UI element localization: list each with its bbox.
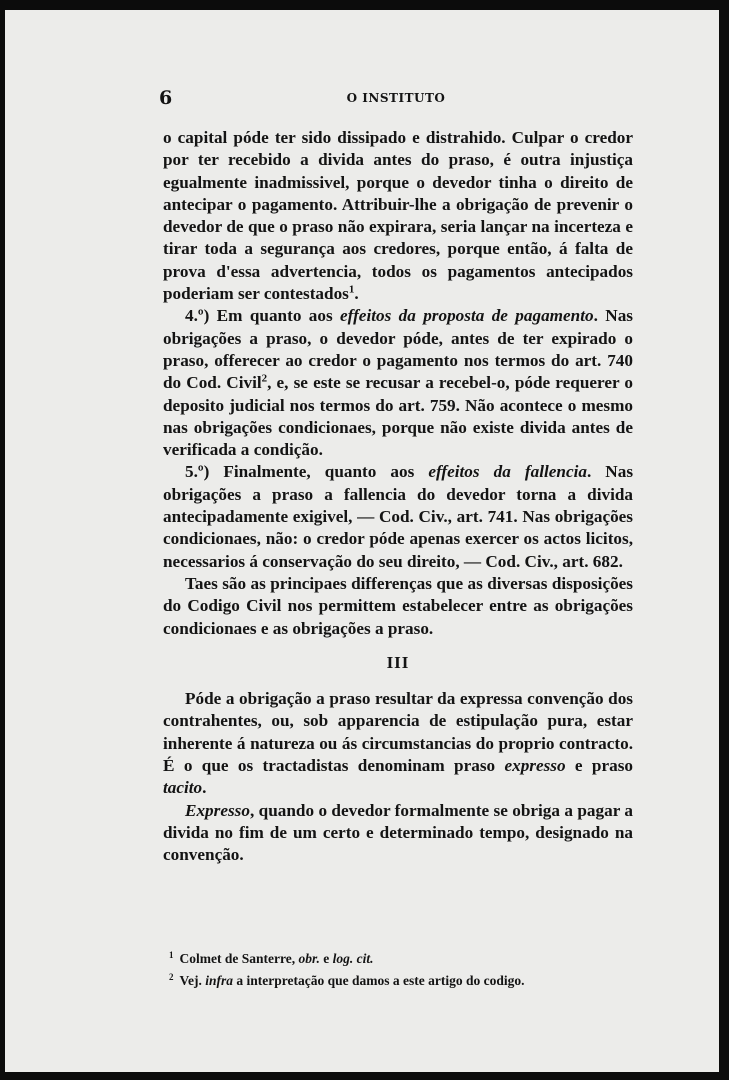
paragraph-p3	[163, 461, 633, 572]
footnote-marker: 1	[169, 949, 174, 960]
footnotes	[165, 948, 635, 992]
text-run: Póde a obrigação a praso resultar da expressa convenção dos contrahentes, ou, sob apparencia de estipulação pura, estar inherente á natureza ou ás circumstancias do proprio contracto. É o que os tractadistas denominam praso	[163, 689, 633, 776]
italic-text: effeitos da fallencia	[428, 462, 587, 482]
text-run: 4.º) Em quanto aos	[185, 306, 341, 326]
footnote-ref: 2	[261, 372, 268, 385]
text-run: , quando o devedor formalmente se obriga a pagar a divida no fim de um certo e determinado tempo, designado na convenção.	[163, 800, 633, 865]
paragraph-p5	[163, 688, 633, 799]
page-number: 6	[159, 87, 173, 109]
italic-text: effeitos da proposta de pagamento	[340, 306, 594, 326]
text-run: o capital póde ter sido dissipado e distrahido. Culpar o credor por ter recebido a divida antes do praso, é outra injustiça egualmente inadmissivel, porque o devedor tinha o direito de antecipar o pagamento. Attribuir-lhe a obrigação de prevenir o devedor de que o praso não expirara, seria lançar na incerteza e tirar toda a segurança aos credores, porque então, á falta de prova d'essa advertencia, todos os pagamentos antecipados poderiam ser contestados	[163, 128, 633, 304]
footnote	[165, 970, 635, 992]
text-run: .	[202, 778, 207, 798]
page-header	[159, 87, 633, 111]
paragraph-p6	[163, 800, 633, 867]
text-run: Taes são as principaes differenças que as diversas disposições do Codigo Civil nos permittem estabelecer entre as obrigações condicionaes e as obrigações a praso.	[163, 573, 633, 638]
italic-text: expresso	[504, 756, 566, 776]
text-run: a interpretação que damos a este artigo do codigo.	[233, 973, 525, 988]
italic-text: infra	[205, 973, 234, 988]
italic-text: tacito	[163, 778, 203, 798]
italic-text: Expresso	[185, 800, 250, 820]
book-page	[5, 10, 719, 1072]
paragraph-p1	[163, 127, 633, 305]
text-run: e praso	[565, 756, 633, 776]
text-run: Vej.	[179, 973, 206, 988]
running-title: O INSTITUTO	[346, 91, 446, 105]
text-run: e	[319, 951, 333, 966]
text-run: .	[354, 284, 359, 304]
paragraphs-before	[163, 127, 633, 640]
section-heading: III	[386, 652, 410, 672]
italic-text: obr.	[298, 951, 320, 966]
paragraphs-after	[163, 688, 633, 866]
text-run: 5.º) Finalmente, quanto aos	[185, 462, 429, 482]
text-run: . Nas obrigações a praso a fallencia do devedor torna a divida antecipadamente exigivel, — Cod. Civ., art. 741. Nas obrigações condicionaes, não: o credor póde apenas exercer os actos licitos, necessarios á conservação do seu direito, — Cod. Civ., art. 682.	[163, 462, 634, 571]
footnote-ref: 1	[348, 283, 355, 296]
paragraph-p4	[163, 573, 633, 640]
italic-text: log. cit.	[332, 951, 374, 966]
body-text	[163, 127, 633, 867]
footnote-marker: 2	[169, 971, 174, 982]
footnote	[165, 948, 635, 970]
text-run: Colmet de Santerre,	[179, 951, 299, 966]
paragraph-p2	[163, 305, 633, 461]
text-run: , e, se este se recusar a recebel-o, póde requerer o deposito judicial nos termos do art. 759. Não acontece o mesmo nas obrigações condicionaes, porque não existe divida antes de verificada a condição.	[163, 373, 633, 460]
text-run: . Nas obrigações a praso, o devedor póde, antes de ter expirado o praso, offerecer ao credor o pagamento nos termos do art. 740 do Cod. Civil	[163, 306, 633, 393]
